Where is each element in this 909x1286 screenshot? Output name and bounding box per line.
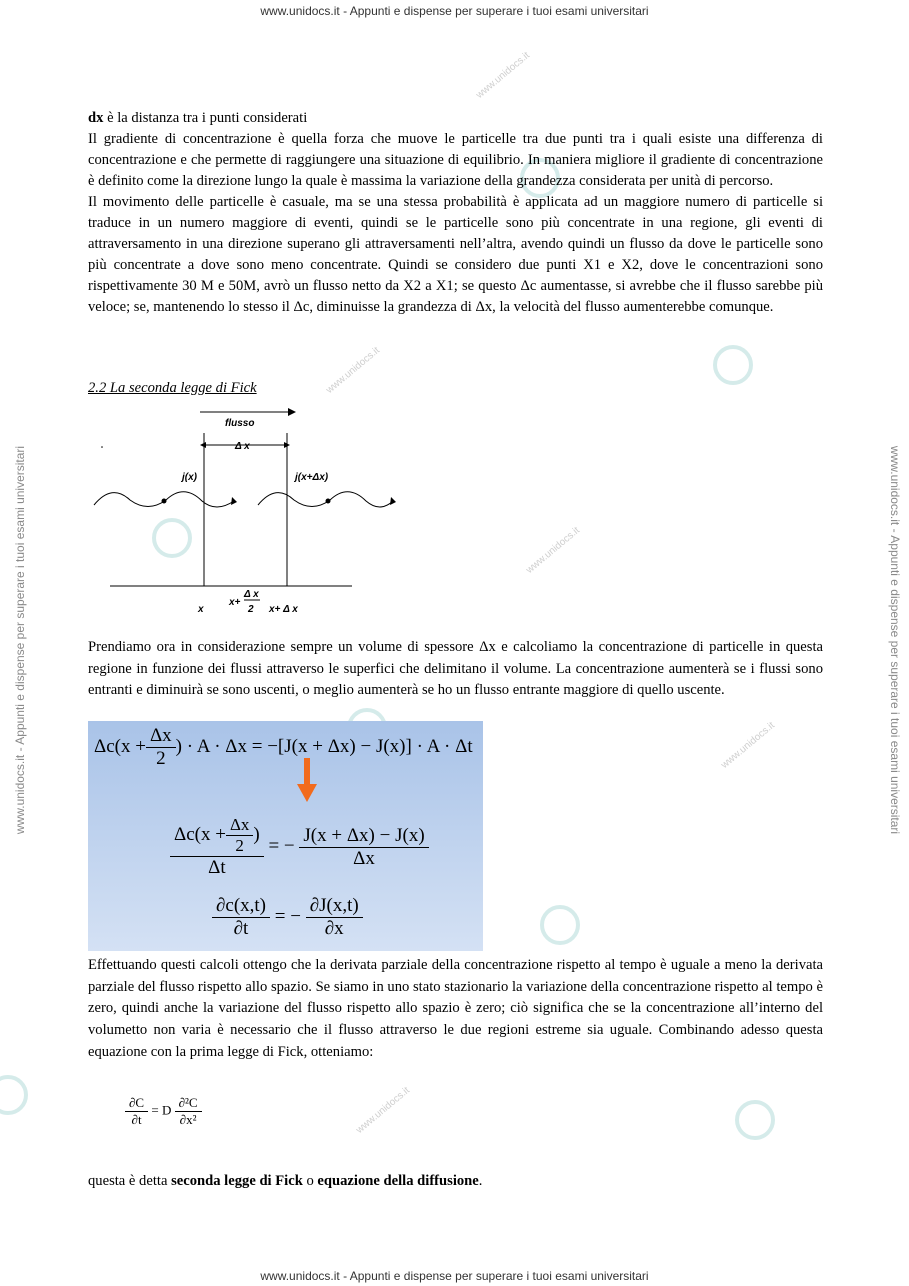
fick-left-num: ∂C <box>125 1095 148 1112</box>
eq2-inner-num: Δx <box>226 815 253 836</box>
stray-dot <box>101 446 103 448</box>
dx-definition <box>88 108 823 129</box>
unidocs-logo-icon <box>713 345 753 385</box>
jx-label: j(x) <box>182 472 197 483</box>
orange-arrow-down-icon <box>297 784 317 802</box>
diffusion-equation-term: equazione della diffusione <box>317 1173 479 1189</box>
intro-paragraphs <box>88 108 823 318</box>
eq1-fraction <box>146 725 176 770</box>
jxdx-label: j(x+Δx) <box>295 472 329 483</box>
dx-label: Δ x <box>235 441 250 452</box>
watermark-text: www.unidocs.it <box>354 1085 412 1136</box>
final-post: . <box>478 1173 483 1189</box>
orange-arrow-shaft <box>304 758 310 786</box>
eq3-left-fraction <box>212 895 270 940</box>
fick-right-den: ∂x² <box>179 1112 197 1127</box>
left-wave-arrowhead <box>231 497 237 505</box>
eq3-mid: = − <box>274 905 301 927</box>
fick-left-den: ∂t <box>131 1112 142 1127</box>
watermark-text: www.unidocs.it <box>524 525 582 576</box>
dx-term: dx <box>88 110 104 126</box>
x-label: x <box>198 604 204 615</box>
page-footer-watermark: www.unidocs.it - Appunti e dispense per superare i tuoi esami universitari <box>260 1269 649 1283</box>
watermark-text: www.unidocs.it <box>324 345 382 396</box>
unidocs-logo-icon <box>735 1100 775 1140</box>
second-law-term: seconda legge di Fick <box>171 1173 303 1189</box>
dx-arrowhead-left <box>200 442 206 448</box>
eq2-right-num: J(x + Δx) − J(x) <box>299 825 428 848</box>
unidocs-logo-icon <box>0 1075 28 1115</box>
final-sentence-wrap <box>88 1171 823 1193</box>
final-sentence <box>88 1171 823 1193</box>
eq2-inner-den: 2 <box>235 836 244 855</box>
volume-paragraph-wrap <box>88 637 823 702</box>
eq1-frac-den: 2 <box>156 748 166 769</box>
equation-3 <box>212 895 363 940</box>
flux-diagram <box>88 405 408 620</box>
derivative-paragraph-wrap <box>88 955 823 1064</box>
fick-right-num: ∂²C <box>175 1095 202 1112</box>
final-mid: o <box>302 1173 318 1189</box>
side-watermark-left: www.unidocs.it - Appunti e dispense per superare i tuoi esami universitari <box>13 445 27 835</box>
equation-2 <box>170 815 429 879</box>
equation-1 <box>94 725 473 770</box>
fick-equation <box>125 1095 202 1128</box>
watermark-text: www.unidocs.it <box>474 50 532 101</box>
xhalf-num: Δ x <box>244 589 259 600</box>
xhalf-den: 2 <box>248 604 254 615</box>
eq3-right-fraction <box>306 895 363 940</box>
eq3-left-den: ∂t <box>233 918 249 939</box>
movement-paragraph: Il movimento delle particelle è casuale, ma se una stessa probabilità è applicata ad un maggiore numero di particelle si traduce in un numero maggiore di eventi, quindi se le particelle sono più concentrate in una regione, gli eventi di attraversamento in una direzione superano gli attraversamenti nell’altra, avendo quindi un flusso da dove le particelle sono più concentrate a dove sono meno concentrate. Quindi se considero due punti X1 e X2, dove le concentrazioni sono rispettivamente 30 M e 50M, avrò un flusso netto da X2 a X1; se questo Δc aumentasse, si avrebbe che il flusso sarebbe più veloce; se, mantenendo lo stesso il Δc, diminuisse la grandezza di Δx, la velocità del flusso aumenterebbe comunque. <box>88 194 823 315</box>
eq2-num-b: ) <box>253 823 260 845</box>
left-particle <box>162 499 167 504</box>
xhalf-prefix: x+ <box>229 597 241 608</box>
eq3-left-num: ∂c(x,t) <box>212 895 270 918</box>
right-wave <box>258 492 393 507</box>
eq2-left-den: Δt <box>208 857 226 878</box>
flux-arrowhead <box>288 408 296 416</box>
fick-left-fraction <box>125 1095 148 1128</box>
section-heading: 2.2 La seconda legge di Fick <box>88 380 257 396</box>
watermark-text: www.unidocs.it <box>719 720 777 771</box>
eq2-left-fraction <box>170 815 264 879</box>
eq2-right-den: Δx <box>353 847 375 869</box>
eq1-frac-num: Δx <box>146 725 176 748</box>
side-watermark-right: www.unidocs.it - Appunti e dispense per superare i tuoi esami universitari <box>888 445 902 835</box>
unidocs-logo-icon <box>540 905 580 945</box>
right-wave-arrowhead <box>390 497 396 505</box>
final-pre: questa è detta <box>88 1173 172 1189</box>
eq3-right-num: ∂J(x,t) <box>306 895 363 918</box>
eq2-inner-fraction <box>226 815 253 856</box>
equation-box <box>88 721 483 951</box>
eq1-left-b: ) · A · Δx = −[J(x + Δx) − J(x)] · A · Δt <box>175 735 473 757</box>
volume-paragraph: Prendiamo ora in considerazione sempre un volume di spessore Δx e calcoliamo la concentrazione di particelle in questa regione in funzione dei flussi attraverso le superfici che delimitano il volume. La concentrazione aumenterà se i flussi sono entranti e diminuirà se sono uscenti, o meglio aumenterà se ho un flusso entrante maggiore di quello uscente. <box>88 639 823 699</box>
eq3-right-den: ∂x <box>324 918 344 939</box>
eq1-left-a: Δc(x + <box>94 735 146 757</box>
fick-right-fraction <box>175 1095 202 1128</box>
xdx-label: x+ Δ x <box>269 604 298 615</box>
dx-definition-text: è la distanza tra i punti considerati <box>103 110 308 126</box>
gradient-paragraph: Il gradiente di concentrazione è quella forza che muove le particelle tra due punti tra i quali esiste una differenza di concentrazione e che permette di raggiungere una situazione di equilibrio. In maniera migliore il gradiente di concentrazione è definito come la direzione lungo la quale è massima la variazione della grandezza considerata per unità di percorso. <box>88 131 823 189</box>
eq2-left-num <box>170 815 264 857</box>
fick-mid: = D <box>151 1102 172 1118</box>
eq2-right-fraction <box>299 825 428 870</box>
right-particle <box>326 499 331 504</box>
eq2-num-a: Δc(x + <box>174 823 226 845</box>
page-header-watermark: www.unidocs.it - Appunti e dispense per superare i tuoi esami universitari <box>260 4 649 18</box>
flux-label: flusso <box>225 418 255 429</box>
eq2-mid: = − <box>268 835 295 857</box>
derivative-paragraph: Effettuando questi calcoli ottengo che la derivata parziale della concentrazione rispetto al tempo è uguale a meno la derivata parziale del flusso rispetto allo spazio. Se siamo in uno stato stazionario la variazione della concentrazione rispetto al tempo è zero, quindi anche la variazione del flusso rispetto allo spazio è zero; ciò significa che se la concentrazione all’interno del volumetto non varia è necessario che il flusso attraverso le due regioni estreme sia uguale. Combinando adesso questa equazione con la prima legge di Fick, otteniamo: <box>88 957 823 1060</box>
